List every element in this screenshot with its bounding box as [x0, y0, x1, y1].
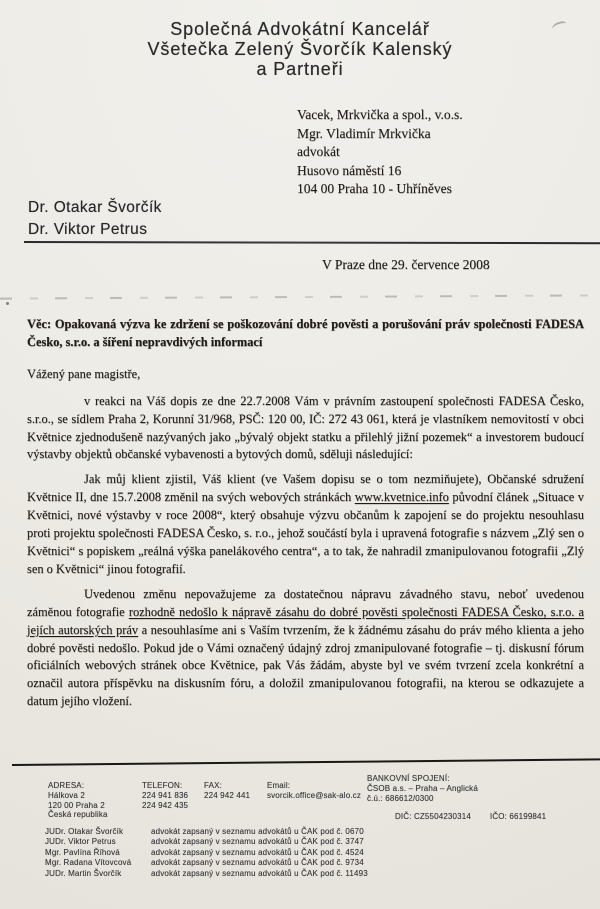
letterhead-firm-line-2: Všetečka Zelený Švorčík Kalenský [147, 39, 453, 59]
paragraph-1-text: v reakci na Váš dopis ze dne 22.7.2008 Vám v právním zastoupení společnosti FADESA Česko, s.r.o., se sídlem Praha 2, Korunní 31/968, PSČ: 120 00, IČ: 272 43 061, která je vlastníkem nemovitostí v obci Květnice zjednodušeně nazývaných jako „bývalý objekt statku a přilehlý jižní pozemek“ a investorem budoucí výstavby objektů občanské vybavenosti a bytových domů, sděluji následující: [27, 393, 584, 462]
underlined-claim: rozhodně nedošlo k nápravě zásahu do dobré pověsti společnosti FADESA Česko, s.r.o. a jejích autorských práv [27, 604, 584, 637]
footer-bank [367, 774, 478, 803]
lawyer-name: JUDr. Viktor Petrus [45, 837, 116, 847]
scan-crease-artifact [0, 294, 600, 299]
footer-address-line: 120 00 Praha 2 [48, 800, 105, 810]
lawyer-registration: advokát zapsaný v seznamu advokátů u ČAK pod č. 11493 [151, 868, 368, 878]
sender-names-block [28, 197, 162, 241]
footer-ico: IČO: 66199841 [490, 812, 547, 821]
sender-name-1: Dr. Otakar Švorčík [28, 199, 162, 216]
letter-footer [0, 766, 600, 909]
recipient-address-block [297, 106, 463, 199]
footer-phone-number: 224 941 836 [142, 790, 189, 800]
footer-address-label: ADRESA: [48, 781, 85, 790]
website-url: www.kvetnice.info [354, 490, 449, 505]
scan-dot-artifact [6, 302, 9, 305]
footer-address-line: Česká republika [48, 810, 108, 820]
date-line: V Praze dne 29. července 2008 [322, 257, 490, 272]
recipient-name: Mgr. Vladimír Mrkvička [297, 125, 431, 141]
footer-fax-number: 224 942 441 [204, 790, 251, 800]
footer-email-label: Email: [267, 781, 291, 790]
recipient-city: 104 00 Praha 10 - Uhříněves [297, 181, 452, 197]
subject-line: Věc: Opakovaná výzva ke zdržení se poškozování dobré pověsti a porušování práv společnosti FADESA Česko, s.r.o. a šíření nepravdivých informací [27, 317, 584, 349]
letterhead [0, 19, 600, 79]
lawyer-registration: advokát zapsaný v seznamu advokátů u ČAK pod č. 9734 [151, 858, 364, 868]
footer-separator-line [12, 758, 600, 766]
lawyer-name: JUDr. Martin Švorčík [45, 868, 122, 878]
footer-fax [204, 781, 250, 801]
paragraph-3-text-before: Uvedenou změnu nepovažujeme za dostatečnou nápravu závadného stavu, neboť uvedenou záměnou fotografie [27, 586, 584, 619]
paragraph-2-text-before: Jak můj klient zjistil, Váš klient (ve Vašem dopisu se o tom nezmiňujete), Občanské sdružení Květnice II, dne 15.7.2008 změnil na svých webových stránkách [27, 472, 584, 505]
footer-address-line: Hálkova 2 [48, 790, 85, 800]
footer-bank-line: č.ú.: 686612/0300 [367, 793, 434, 803]
footer-fax-label: FAX: [204, 781, 222, 790]
letterhead-firm-line-3: a Partneři [256, 59, 344, 79]
paragraph-2-text-after: původní článek „Situace v Květnici, nové výstavby v roce 2008“, který obsahuje výzvu občanům k zapojení se do projektu nesouhlasu proti projektu společnosti FADESA Česko, s. r.o., jehož součástí byla i upravená fotografie s názvem „Zlý sen o Květnici“ s popiskem „reálná výška panelákového centra“, a to tak, že nahradil zmanipulovanou fotografii „Zlý sen o Květnici“ jinou fotografií. [27, 490, 584, 576]
lawyer-name: Mgr. Pavlína Říhová [45, 847, 120, 857]
lawyer-name: Mgr. Radana Vítovcová [45, 858, 132, 868]
footer-email [267, 781, 361, 801]
salutation: Vážený pane magistře, [27, 366, 141, 381]
footer-bank-label: BANKOVNÍ SPOJENÍ: [367, 774, 450, 783]
footer-email-value: svorcik.office@sak-alo.cz [267, 790, 361, 800]
letterhead-firm-line-1: Společná Advokátní Kancelář [170, 19, 430, 39]
letter-body [27, 316, 584, 718]
paragraph-3 [27, 586, 584, 711]
horizontal-rule-under-senders [24, 241, 600, 244]
paragraph-2 [27, 471, 584, 578]
sender-name-2: Dr. Viktor Petrus [28, 221, 148, 238]
recipient-street: Husovo náměstí 16 [297, 162, 402, 178]
footer-phone-label: TELEFON: [142, 781, 183, 790]
recipient-title: advokát [297, 144, 340, 160]
lawyers-registry-list [45, 827, 368, 879]
footer-dic: DIČ: CZ5504230314 [395, 812, 471, 821]
paragraph-3-text-after: a nesouhlasíme ani s Vaším tvrzením, že k žádnému zásahu do práv mého klienta a jeho dobré pověsti nedošlo. Pokud jde o Vámi označený údajný zdroj zmanipulované fotografie – tj. diskusní fórum oficiálních webových stránek obce Květnice, pak Vás žádám, abyste byl ve svém tvrzení zcela konkrétní a označil autora příspěvku na diskusním fóru, a doložil zmanipulovanou fotografii, na kterou se odkazujete a datum jejího vložení. [27, 622, 585, 709]
footer-bank-line: ČSOB a.s. – Praha – Anglická [367, 783, 478, 793]
lawyer-registration: advokát zapsaný v seznamu advokátů u ČAK pod č. 0670 [151, 827, 364, 836]
lawyer-name: JUDr. Otakar Švorčík [45, 827, 124, 836]
footer-phone [142, 781, 188, 810]
footer-phone-number: 224 942 435 [142, 800, 189, 810]
lawyer-registration: advokát zapsaný v seznamu advokátů u ČAK pod č. 4524 [151, 847, 364, 857]
paragraph-1 [27, 393, 584, 465]
footer-address [48, 781, 108, 820]
lawyer-registration: advokát zapsaný v seznamu advokátů u ČAK pod č. 3747 [151, 837, 364, 847]
recipient-firm: Vacek, Mrkvička a spol., v.o.s. [297, 107, 463, 122]
